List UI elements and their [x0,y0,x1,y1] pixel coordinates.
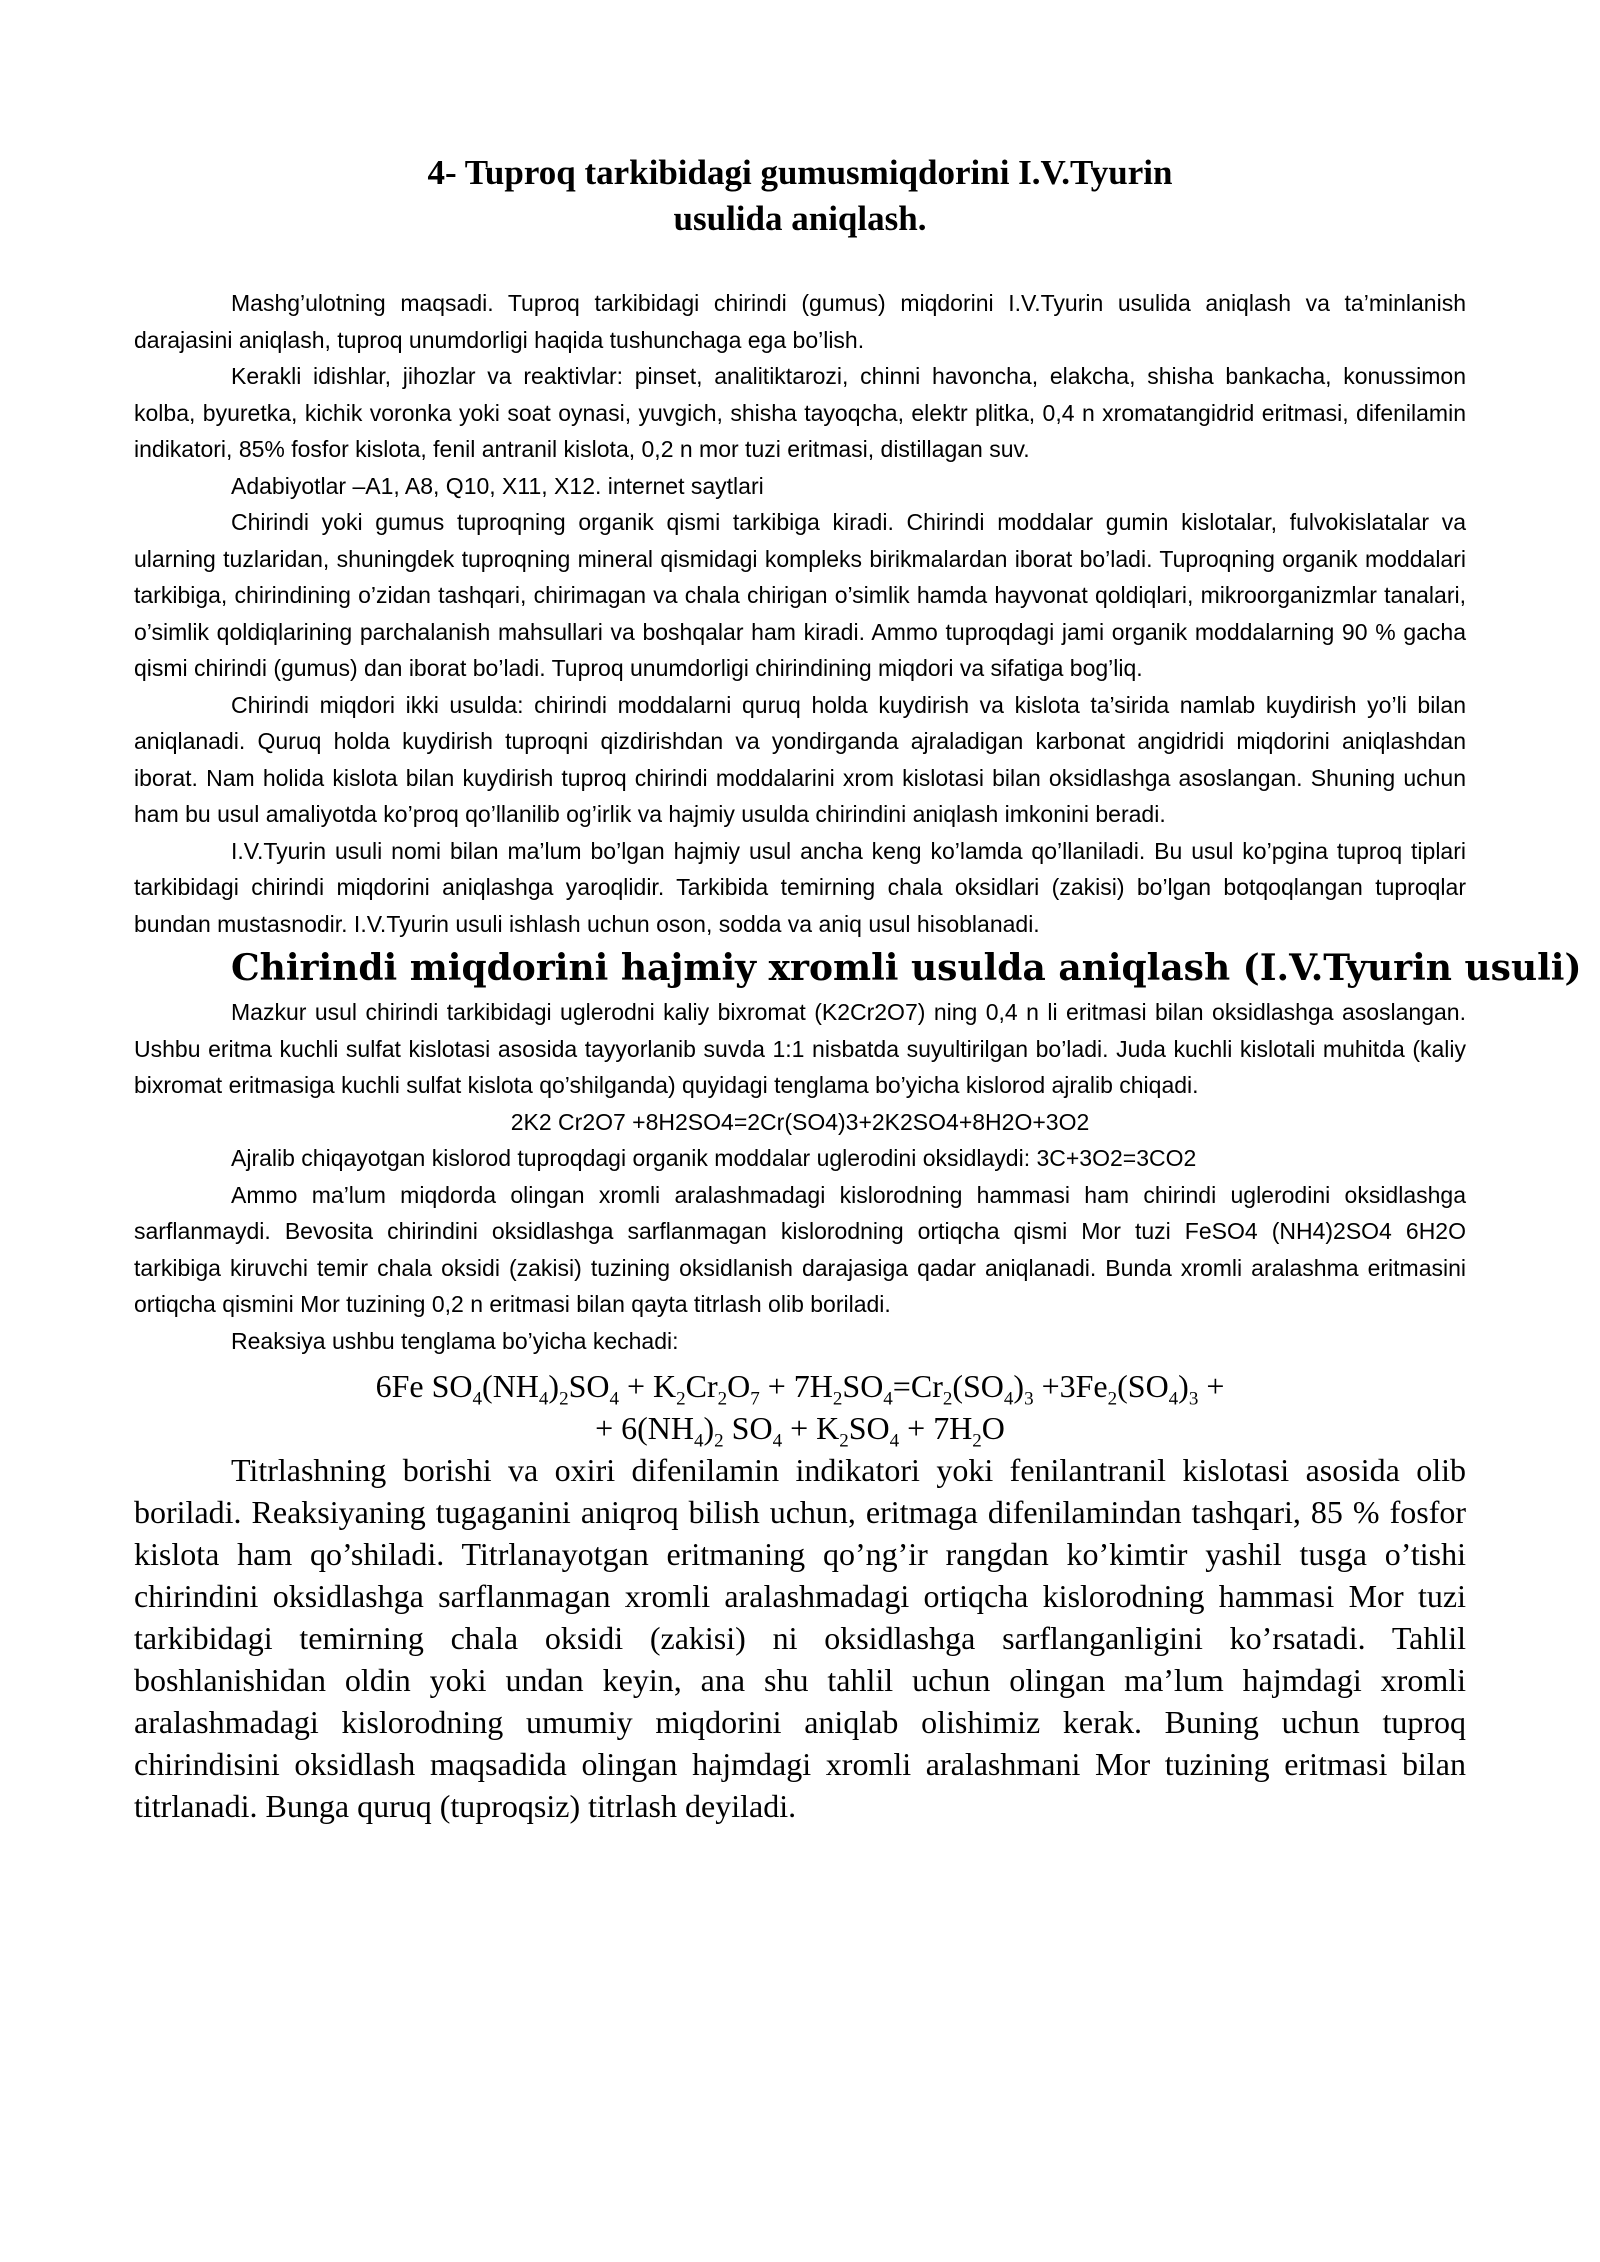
paragraph-titration: Titrlashning borishi va oxiri difenilamin indikatori yoki fenilantranil kislotasi asosida olib boriladi. Reaksiyaning tugaganini aniqroq bilish uchun, eritmaga difenilamindan tashqari, 85 % fosfor kislota ham qo’shiladi. Titrlanayotgan eritmaning qo’ng’ir rangdan ko’kimtir yashil tusga o’tishi chirindini oksidlashga sarflanmagan xromli aralashmadagi ortiqcha kislorodning hammasi Mor tuzi tarkibidagi temirning chala oksidi (zakisi) ni oksidlashga sarflanganligini ko’rsatadi. Tahlil boshlanishidan oldin yoki undan keyin, ana shu tahlil uchun olingan ma’lum hajmdagi xromli aralashmadagi kislorodning umumiy miqdorini aniqlab olishimiz kerak. Buning uchun tuproq chirindisini oksidlash maqsadida olingan hajmdagi xromli aralashmani Mor tuzining eritmasi bilan titrlanadi. Bunga quruq (tuproqsiz) titrlash deyiladi. [134,1452,1466,1824]
equation-subscript: 3 [1188,1388,1199,1410]
equation-term: SO [848,1410,890,1446]
equation-term: + [1198,1368,1225,1404]
reaction-equation-2: Ajralib chiqayotgan kislorod tuproqdagi organik moddalar uglerodini oksidlaydi: 3C+3O2=3CO2 [231,1145,1197,1171]
equation-subscript: 2 [942,1388,953,1410]
equation-subscript: 2 [559,1388,569,1410]
paragraph-tyurin-method: I.V.Tyurin usuli nomi bilan ma’lum bo’lgan hajmiy usul ancha keng ko’lamda qo’llaniladi. Bu usul ko’pgina tuproq tiplari tarkibidagi chirindi miqdorini aniqlashga yaroqlidir. Tarkibida temirning chala oksidlari (zakisi) bo’lgan botqoqlangan tuproqlar bundan mustasnodir. I.V.Tyurin usuli ishlash uchun oson, sodda va aniq usul hisoblanadi. [134,837,1466,937]
equation-subscript: 2 [717,1388,728,1410]
equation-term: + K [618,1368,677,1404]
equation-term: + 7H [759,1368,833,1404]
equation-term: +3Fe [1033,1368,1108,1404]
paragraph-equipment: Kerakli idishlar, jihozlar va reaktivlar: pinset, analitiktarozi, chinni havoncha, elakcha, shisha bankacha, konussimon kolba, byuretka, kichik voronka yoki soat oynasi, yuvgich, shisha tayoqcha, elektr plitka, 0,4 n xromatangidrid eritmasi, difenilamin indikatori, 85% fosfor kislota, fenil antranil kislota, 0,2 n mor tuzi eritmasi, distillagan suv. [134,363,1466,462]
equation-subscript: 4 [1168,1388,1179,1410]
equation-subscript: 2 [972,1430,982,1452]
equation-term: + K [782,1410,840,1446]
spacer [134,242,1466,285]
chemical-equation-line-1 [134,1365,1466,1410]
paragraph-references: Adabiyotlar –A1, A8, Q10, X11, X12. internet saytlari [231,472,764,499]
equation-subscript: 4 [538,1388,549,1410]
chemical-equation-line-2 [134,1407,1466,1452]
title-line-1: 4- Tuproq tarkibidagi gumusmiqdorini I.V.Tyurin [427,153,1173,192]
reaction-equation-1: 2K2 Cr2O7 +8H2SO4=2Cr(SO4)3+2K2SO4+8H2O+3O2 [510,1108,1090,1135]
equation-term: (SO [952,1368,1004,1404]
equation-subscript: 7 [750,1388,760,1410]
equation-subscript: 2 [1107,1388,1118,1410]
equation-term: SO [568,1368,610,1404]
equation-term: 6Fe SO [375,1368,473,1404]
equation-subscript: 4 [609,1388,619,1410]
equation-subscript: 4 [772,1430,783,1452]
equation-subscript: 2 [839,1430,849,1452]
equation-subscript: 4 [883,1388,893,1410]
equation-subscript: 2 [676,1388,686,1410]
equation-term: O [981,1410,1005,1446]
equation-term: ) [703,1410,715,1446]
paragraph-method-basis: Mazkur usul chirindi tarkibidagi uglerodni kaliy bixromat (K2Cr2O7) ning 0,4 n li eritmasi bilan oksidlashga asoslangan. Ushbu eritma kuchli sulfat kislotasi asosida tayyorlanib suvda 1:1 nisbatda suyultirilgan bo’ladi. Juda kuchli kislotali muhitda (kaliy bixromat eritmasiga kuchli sulfat kislota qo’shilganda) quyidagi tenglama bo’yicha kislorod ajralib chiqadi. [134,999,1466,1098]
equation-subscript: 2 [832,1388,843,1410]
document-title [134,150,1466,242]
equation-subscript: 4 [1003,1388,1014,1410]
equation-term: ) [1013,1368,1025,1404]
equation-term: =Cr [892,1368,943,1404]
equation-term: ) [548,1368,560,1404]
paragraph-humus-definition: Chirindi yoki gumus tuproqning organik qismi tarkibiga kiradi. Chirindi moddalar gumin kislotalar, fulvokislatalar va ularning tuzlaridan, shuningdek tuproqning mineral qismidagi kompleks birikmalardan iborat bo’ladi. Tuproqning organik moddalari tarkibiga, chirindining o’zidan tashqari, chirimagan va chala chirigan o’simlik hamda hayvonat qoldiqlari, mikroorganizmlar tanalari, o’simlik qoldiqlarining parchalanish mahsullari va boshqalar ham kiradi. Ammo tuproqdagi jami organik moddalarning 90 % gacha qismi chirindi (gumus) dan iborat bo’ladi. Tuproq unumdorligi chirindining miqdori va sifatiga bog’liq. [134,509,1466,681]
equation-term: Cr [685,1368,718,1404]
section-heading: Chirindi miqdorini hajmiy xromli usulda aniqlash (I.V.Tyurin usuli) [231,947,1582,989]
reaction-intro: Reaksiya ushbu tenglama bo’yicha kechadi: [231,1327,679,1354]
title-line-2: usulida aniqlash. [673,199,927,238]
equation-term: (NH [482,1368,539,1404]
equation-term: SO [842,1368,884,1404]
paragraph-goal: Mashg’ulotning maqsadi. Tuproq tarkibidagi chirindi (gumus) miqdorini I.V.Tyurin usulida aniqlash va ta’minlanish darajasini aniqlash, tuproq unumdorligi haqida tushunchaga ega bo’lish. [134,290,1466,353]
equation-subscript: 3 [1024,1388,1034,1410]
paragraph-methods: Chirindi miqdori ikki usulda: chirindi moddalarni quruq holda kuydirish va kislota ta’sirida namlab kuydirish yo’li bilan aniqlanadi. Quruq holda kuydirish tuproqni qizdirishdan va yondirganda ajraladigan karbonat angidridi miqdorini aniqlashdan iborat. Nam holida kislota bilan kuydirish tuproq chirindi moddalarini xrom kislotasi bilan oksidlashga asoslangan. Shuning uchun ham bu usul amaliyotda ko’proq qo’llanilib og’irlik va hajmiy usulda chirindini aniqlash imkonini beradi. [134,691,1466,827]
equation-term: + 7H [899,1410,973,1446]
equation-term: O [727,1368,751,1404]
equation-subscript: 4 [889,1430,900,1452]
equation-subscript: 4 [472,1388,483,1410]
equation-subscript: 2 [714,1430,724,1452]
equation-term: (SO [1117,1368,1169,1404]
paragraph-mor-salt: Ammo ma’lum miqdorda olingan xromli aralashmadagi kislorodning hammasi ham chirindi uglerodini oksidlashga sarflanmaydi. Bevosita chirindini oksidlashga sarflanmagan kislorodning ortiqcha qismi Mor tuzi FeSO4 (NH4)2SO4 6H2O tarkibiga kiruvchi temir chala oksidi (zakisi) tuzining oksidlanish darajasiga qadar aniqlanadi. Bunda xromli aralashma eritmasini ortiqcha qismini Mor tuzining 0,2 n eritmasi bilan qayta titrlash olib boriladi. [134,1181,1466,1317]
equation-subscript: 4 [694,1430,704,1452]
document-content [134,150,1582,1827]
equation-term: + 6(NH [595,1410,695,1446]
equation-term: SO [723,1410,773,1446]
equation-term: ) [1178,1368,1189,1404]
